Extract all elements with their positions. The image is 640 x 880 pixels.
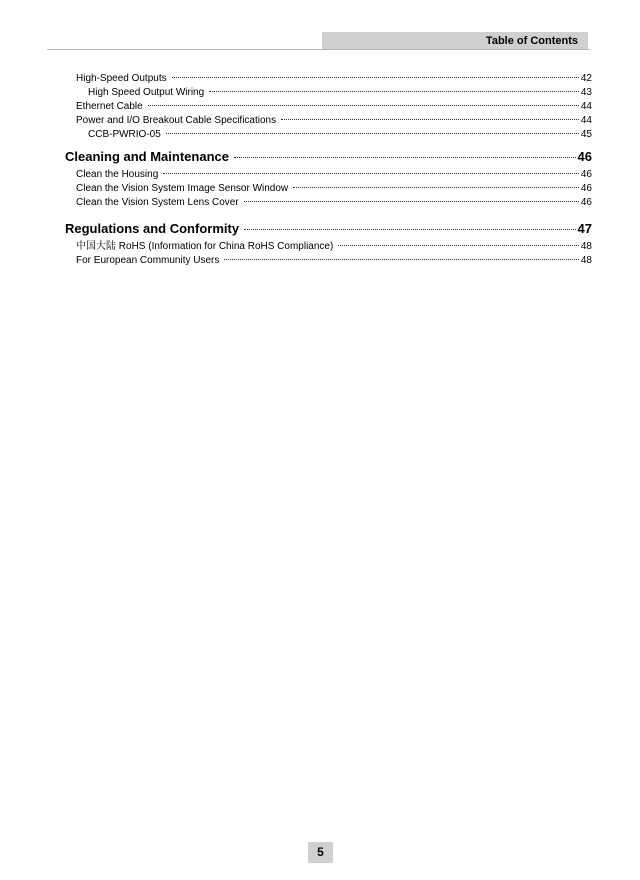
toc-entry-label: For European Community Users: [76, 255, 220, 266]
dot-leader: [234, 157, 576, 158]
toc-entry-page: 48: [580, 241, 592, 252]
toc-entry-page: 44: [580, 101, 592, 112]
dot-leader: [281, 119, 579, 120]
dot-leader: [224, 259, 578, 260]
toc-entry-label: High Speed Output Wiring: [88, 87, 205, 98]
toc-section-title: Regulations and Conformity: [65, 221, 240, 236]
toc-entry-page: 45: [580, 129, 592, 140]
toc-entry-clean-image-sensor-window[interactable]: [76, 182, 592, 196]
toc-entry-label-text: RoHS (Information for China RoHS Compliance): [118, 241, 334, 252]
toc-entry-clean-housing[interactable]: [76, 168, 592, 182]
table-of-contents: [65, 72, 592, 268]
dot-leader: [244, 201, 579, 202]
dot-leader: [166, 133, 579, 134]
toc-entry-page: 48: [580, 255, 592, 266]
toc-entry-label: High-Speed Outputs: [76, 73, 167, 84]
toc-entry-power-io-breakout-cable[interactable]: [76, 114, 592, 128]
toc-section-title: Cleaning and Maintenance: [65, 149, 229, 164]
dot-leader: [244, 229, 575, 230]
toc-section-cleaning-maintenance[interactable]: [65, 148, 592, 166]
toc-entry-label: [76, 240, 338, 254]
toc-entry-clean-lens-cover[interactable]: [76, 196, 592, 210]
dot-leader: [163, 173, 579, 174]
toc-section-page: 47: [577, 221, 592, 236]
toc-entry-china-rohs[interactable]: [76, 240, 592, 254]
toc-section-regulations-conformity[interactable]: [65, 220, 592, 238]
toc-entry-label-cjk: 中国大陆: [76, 241, 116, 252]
dot-leader: [148, 105, 579, 106]
toc-section-page: 46: [577, 149, 592, 164]
header-rule: [47, 49, 590, 50]
toc-entry-label: Clean the Housing: [76, 169, 159, 180]
dot-leader: [338, 245, 579, 246]
toc-entry-label: Clean the Vision System Lens Cover: [76, 197, 239, 208]
toc-entry-label: Clean the Vision System Image Sensor Window: [76, 183, 289, 194]
page-number: 5: [308, 842, 333, 863]
toc-entry-page: 46: [580, 169, 592, 180]
toc-entry-european-community-users[interactable]: [76, 254, 592, 268]
header-bar: [322, 32, 588, 50]
toc-entry-label: Ethernet Cable: [76, 101, 143, 112]
toc-entry-high-speed-output-wiring[interactable]: [88, 86, 592, 100]
dot-leader: [172, 77, 579, 78]
toc-entry-page: 42: [580, 73, 592, 84]
toc-entry-label: CCB-PWRIO-05: [88, 129, 161, 140]
toc-entry-page: 46: [580, 183, 592, 194]
dot-leader: [293, 187, 579, 188]
toc-entry-ccb-pwrio-05[interactable]: [88, 128, 592, 142]
toc-entry-page: 44: [580, 115, 592, 126]
header-title: Table of Contents: [485, 35, 578, 47]
toc-entry-ethernet-cable[interactable]: [76, 100, 592, 114]
toc-entry-page: 46: [580, 197, 592, 208]
toc-entry-label: Power and I/O Breakout Cable Specifications: [76, 115, 277, 126]
dot-leader: [209, 91, 579, 92]
toc-entry-high-speed-outputs[interactable]: [76, 72, 592, 86]
toc-entry-page: 43: [580, 87, 592, 98]
